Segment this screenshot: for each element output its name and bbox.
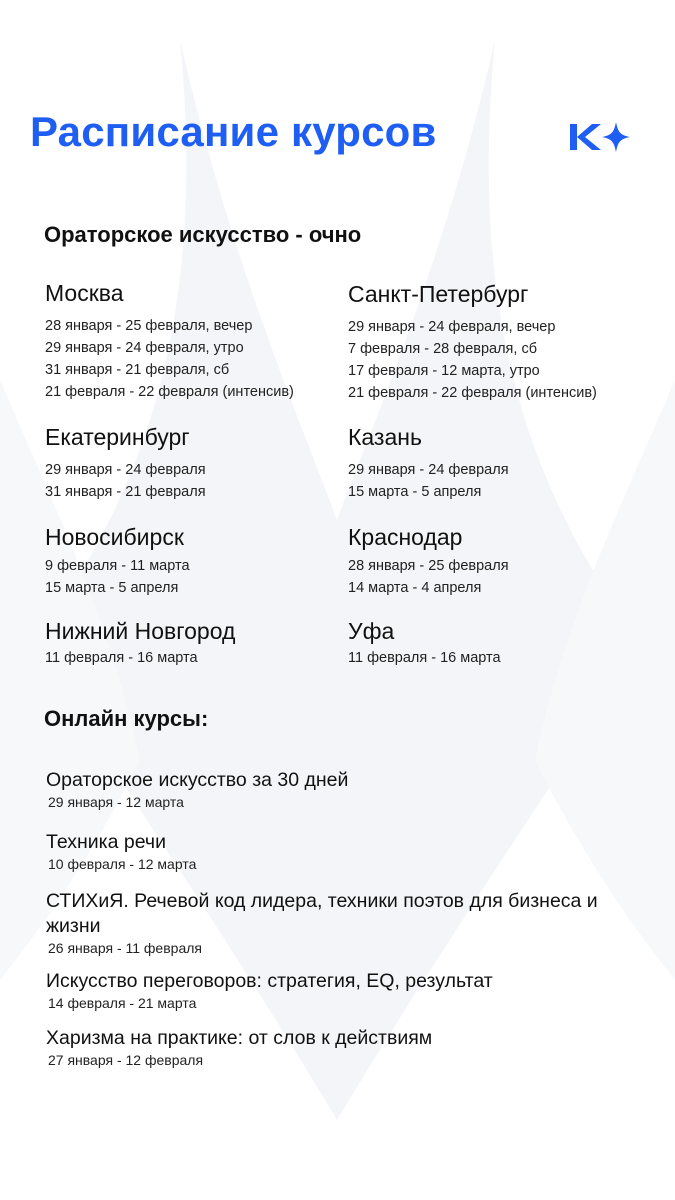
date-range: 11 февраля - 16 марта [348, 650, 501, 666]
date-range: 31 января - 21 февраля [45, 484, 206, 500]
city-block-saint-petersburg [348, 281, 648, 404]
date-range: 31 января - 21 февраля, сб [45, 362, 230, 378]
city-name: Казань [348, 424, 422, 450]
city-name: Москва [45, 280, 124, 306]
date-range: 9 февраля - 11 марта [45, 558, 190, 574]
online-course-item [46, 830, 636, 872]
course-name: Искусство переговоров: стратегия, EQ, результат [46, 970, 493, 992]
course-dates: 14 февраля - 21 марта [48, 995, 197, 1011]
course-name: Харизма на практике: от слов к действиям [46, 1027, 433, 1049]
course-dates: 10 февраля - 12 марта [48, 856, 197, 872]
date-range: 29 января - 24 февраля [348, 462, 509, 478]
course-dates: 26 января - 11 февраля [48, 940, 202, 956]
course-dates: 27 января - 12 февраля [48, 1052, 204, 1068]
city-name: Краснодар [348, 524, 463, 550]
city-block-kazan [348, 424, 648, 503]
city-block-krasnodar [348, 524, 648, 599]
online-course-item [46, 889, 636, 956]
date-range: 28 января - 25 февраля, вечер [45, 318, 253, 334]
date-range: 29 января - 24 февраля, утро [45, 340, 244, 356]
course-name: СТИХиЯ. Речевой код лидера, техники поэтов для бизнеса и жизни [46, 890, 598, 937]
date-range: 29 января - 24 февраля [45, 462, 206, 478]
page-title: Расписание курсов [30, 108, 437, 155]
city-name: Екатеринбург [45, 424, 190, 450]
city-block-ufa [348, 618, 648, 669]
course-dates: 29 января - 12 марта [48, 794, 184, 810]
brand-logo-icon [570, 120, 632, 154]
city-block-novosibirsk [45, 524, 345, 599]
city-block-nizhny-novgorod [45, 618, 345, 669]
online-course-item [46, 768, 636, 810]
date-range: 29 января - 24 февраля, вечер [348, 319, 556, 335]
date-range: 7 февраля - 28 февраля, сб [348, 341, 538, 357]
date-range: 15 марта - 5 апреля [45, 580, 179, 596]
city-name: Санкт-Петербург [348, 281, 529, 307]
city-block-ekaterinburg [45, 424, 345, 503]
offline-section-title: Ораторское искусство - очно [44, 222, 362, 247]
date-range: 28 января - 25 февраля [348, 558, 509, 574]
course-name: Техника речи [46, 831, 166, 853]
online-course-item [46, 1026, 636, 1068]
course-name: Ораторское искусство за 30 дней [46, 769, 349, 791]
date-range: 17 февраля - 12 марта, утро [348, 363, 540, 379]
date-range: 21 февраля - 22 февраля (интенсив) [348, 385, 597, 401]
date-range: 21 февраля - 22 февраля (интенсив) [45, 384, 294, 400]
date-range: 14 марта - 4 апреля [348, 580, 482, 596]
date-range: 15 марта - 5 апреля [348, 484, 482, 500]
city-name: Нижний Новгород [45, 618, 236, 644]
city-name: Уфа [348, 618, 395, 644]
city-name: Новосибирск [45, 524, 184, 550]
date-range: 11 февраля - 16 марта [45, 650, 198, 666]
online-course-item [46, 969, 636, 1011]
city-block-moscow [45, 280, 345, 403]
online-section-title: Онлайн курсы: [44, 706, 209, 731]
